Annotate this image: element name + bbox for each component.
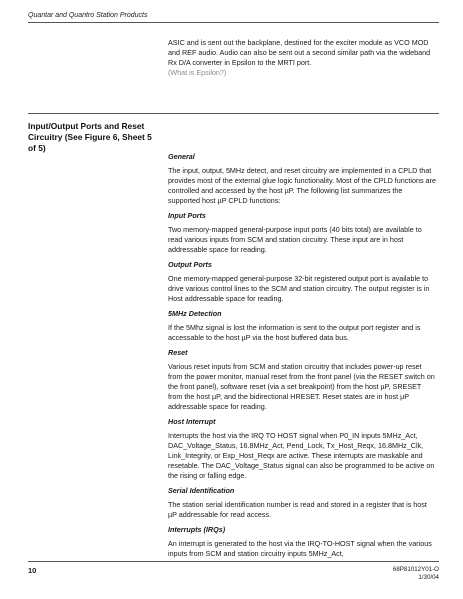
intro-question: (What is Epsilon?)	[168, 68, 227, 77]
intro-text: ASIC and is sent out the backplane, destined for the exciter module as VCO MOD and REF audio. Audio can also be sent out a second similar path via the wideband Rx D/A converter in Epsilon to the MRTI port.	[168, 38, 431, 67]
subsection-serial-identification	[168, 486, 436, 520]
doc-number: 68P81012Y01-O	[392, 566, 439, 573]
subsection-heading: Input Ports	[168, 211, 206, 220]
page-number: 10	[28, 566, 37, 575]
subsection-text: Various reset inputs from SCM and station circuitry that includes power-up reset from the power monitor, manual reset from the front panel (via the RESET switch on the front panel), software reset (via a set breakpoint) from the host µP, SRESET from the host µP, and the bidirectional HRESET. Reset states are in host µP addressable space for reading.	[168, 362, 435, 411]
subsection-text: Two memory-mapped general-purpose input ports (40 bits total) are available to read various inputs from SCM and station circuitry. These input are in host addressable space for reading.	[168, 225, 422, 254]
subsection-heading: General	[168, 152, 195, 161]
subsection-heading: Host Interrupt	[168, 417, 216, 426]
subsection-heading: 5MHz Detection	[168, 309, 222, 318]
running-header: Quantar and Quantro Station Products	[28, 12, 148, 19]
subsection-text: Interrupts the host via the IRQ TO HOST signal when P0_IN inputs 5MHz_Act, DAC_Voltage_Status, 16.8MHz_Act, Pend_Lock, Tx_Host_Reqx, 16.8MHz_Clk, Link_Integrity, or Exp_Host_Reqx are active. These interrupts are maskable and resetable. The DAC_Voltage_Status signal can also be programmed to be active on the rising or falling edge.	[168, 431, 435, 480]
subsection-reset	[168, 348, 436, 412]
subsection-heading: Serial Identification	[168, 486, 235, 495]
subsection-output-ports	[168, 260, 436, 304]
header-divider	[28, 22, 439, 23]
subsection-5mhz-detection	[168, 309, 436, 343]
subsection-input-ports	[168, 211, 436, 255]
subsection-heading: Interrupts (IRQs)	[168, 525, 226, 534]
subsection-interrupts	[168, 525, 436, 559]
subsection-text: The input, output, 5MHz detect, and reset circuitry are implemented in a CPLD that provides most of the external glue logic functionality. Most of the CPLD functions are controlled and accessed by the host µP. The following list summarizes the supported host µP CPLD functions:	[168, 166, 436, 205]
subsection-text: The station serial identification number is read and stored in a register that is host µP addressable for read access.	[168, 500, 427, 519]
section-body	[168, 152, 436, 564]
intro-paragraph	[168, 38, 436, 82]
doc-date: 1/30/04	[418, 574, 439, 581]
section-title: Input/Output Ports and Reset Circuitry (See Figure 6, Sheet 5 of 5)	[28, 121, 152, 153]
subsection-text: An interrupt is generated to the host via the IRQ-TO-HOST signal when the various inputs from SCM and station circuitry inputs 5MHz_Act,	[168, 539, 432, 558]
subsection-heading: Output Ports	[168, 260, 212, 269]
document-id	[393, 566, 439, 582]
subsection-text: One memory-mapped general-purpose 32-bit registered output port is available to drive various control lines to the SCM and station circuitry. The output register is in Host addressable space for reading.	[168, 274, 430, 303]
subsection-text: If the 5Mhz signal is lost the information is sent to the output port register and is accessable to the host µP via the host buffered data bus.	[168, 323, 421, 342]
subsection-general	[168, 152, 436, 206]
subsection-host-interrupt	[168, 417, 436, 481]
subsection-heading: Reset	[168, 348, 188, 357]
footer-divider	[28, 561, 439, 562]
section-divider	[28, 113, 439, 114]
